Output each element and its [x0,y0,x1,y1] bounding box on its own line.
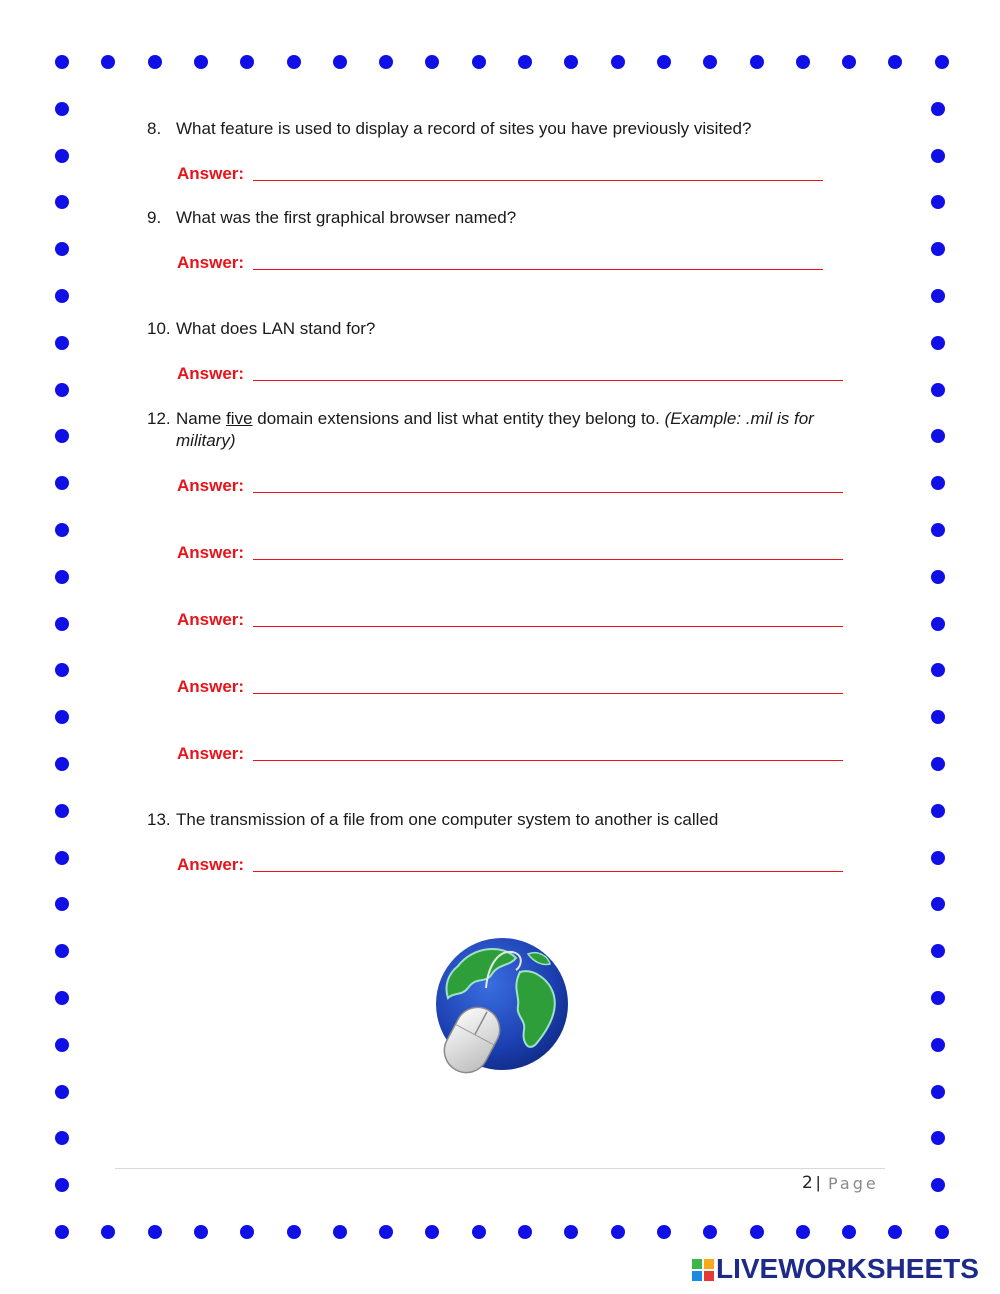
border-dot [55,570,69,584]
border-dot [657,55,671,69]
border-dot [931,663,945,677]
question-text: What was the first graphical browser named? [176,208,517,227]
border-dot [931,1178,945,1192]
border-dot [379,1225,393,1239]
page-label: Page [828,1174,879,1193]
border-dot [379,55,393,69]
border-dot [518,1225,532,1239]
border-dot [931,149,945,163]
border-dot [931,944,945,958]
border-dot [931,897,945,911]
answer-label: Answer: [177,610,245,629]
border-dot [194,55,208,69]
border-dot [55,476,69,490]
border-dot [55,1085,69,1099]
page-number: 2 [802,1173,813,1193]
border-dot [55,523,69,537]
border-dot [148,1225,162,1239]
border-dot [287,55,301,69]
border-dot [148,55,162,69]
border-dot [55,195,69,209]
border-dot [55,1178,69,1192]
border-dot [931,804,945,818]
border-dot [931,383,945,397]
border-dot [55,102,69,116]
border-dot [931,991,945,1005]
border-dot [657,1225,671,1239]
border-dot [55,242,69,256]
question-number: 12. [147,409,171,428]
answer-line[interactable] [253,626,843,627]
border-dot [518,55,532,69]
question-text-part: Name [176,409,227,428]
border-dot [931,429,945,443]
border-dot [564,1225,578,1239]
question-12 [147,408,857,454]
border-dot [931,195,945,209]
border-dot [55,710,69,724]
border-dot [194,1225,208,1239]
page-separator: | [816,1173,821,1192]
border-dot [935,55,949,69]
liveworksheets-wordmark: LIVEWORKSHEETS [716,1253,979,1284]
footer-divider [115,1168,885,1169]
answer-line[interactable] [253,693,843,694]
border-dot [472,55,486,69]
border-dot [55,336,69,350]
border-dot [55,1225,69,1239]
border-dot [888,1225,902,1239]
globe-with-mouse-icon [428,936,572,1080]
border-dot [842,55,856,69]
border-dot [55,289,69,303]
answer-line[interactable] [253,760,843,761]
answer-label: Answer: [177,253,245,272]
border-dot [611,55,625,69]
border-dot [425,1225,439,1239]
answer-label: Answer: [177,164,245,183]
border-dot [55,429,69,443]
border-dot [931,102,945,116]
border-dot [55,897,69,911]
answer-line[interactable] [253,559,843,560]
border-dot [935,1225,949,1239]
border-dot [842,1225,856,1239]
answer-label: Answer: [177,677,245,696]
border-dot [703,1225,717,1239]
question-text-part: domain extensions and list what entity they belong to. [252,409,665,428]
question-text: What feature is used to display a record of sites you have previously visited? [176,119,752,138]
answer-label: Answer: [177,364,245,383]
question-text [176,408,866,452]
border-dot [333,1225,347,1239]
border-dot [55,383,69,397]
border-dot [564,55,578,69]
border-dot [333,55,347,69]
border-dot [55,991,69,1005]
answer-label: Answer: [177,476,245,495]
border-dot [931,757,945,771]
border-dot [750,55,764,69]
border-dot [240,1225,254,1239]
border-dot [931,1131,945,1145]
border-dot [101,1225,115,1239]
question-number: 10. [147,319,171,338]
answer-label: Answer: [177,744,245,763]
border-dot [931,1038,945,1052]
question-text: What does LAN stand for? [176,319,376,338]
border-dot [796,1225,810,1239]
border-dot [750,1225,764,1239]
answer-line[interactable] [253,180,823,181]
answer-line[interactable] [253,871,843,872]
border-dot [931,336,945,350]
border-dot [55,851,69,865]
border-dot [931,617,945,631]
underlined-word: five [226,409,253,428]
question-number: 9. [147,208,162,227]
border-dot [55,55,69,69]
example-text: (Example: .mil is for military) [176,409,814,450]
border-dot [931,710,945,724]
border-dot [888,55,902,69]
border-dot [931,570,945,584]
border-dot [55,617,69,631]
answer-line[interactable] [253,269,823,270]
border-dot [611,1225,625,1239]
border-dot [55,1038,69,1052]
border-dot [101,55,115,69]
border-dot [55,149,69,163]
border-dot [287,1225,301,1239]
border-dot [55,1131,69,1145]
answer-label: Answer: [177,543,245,562]
border-dot [55,944,69,958]
border-dot [931,289,945,303]
border-dot [931,523,945,537]
border-dot [931,851,945,865]
border-dot [55,663,69,677]
border-dot [55,804,69,818]
border-dot [240,55,254,69]
question-number: 8. [147,119,162,138]
border-dot [703,55,717,69]
border-dot [796,55,810,69]
border-dot [931,476,945,490]
answer-label: Answer: [177,855,245,874]
border-dot [55,757,69,771]
border-dot [931,242,945,256]
question-text: The transmission of a file from one computer system to another is called [176,810,719,829]
question-number: 13. [147,810,171,829]
answer-line[interactable] [253,380,843,381]
liveworksheets-mark-icon [692,1259,714,1281]
border-dot [472,1225,486,1239]
border-dot [425,55,439,69]
border-dot [931,1085,945,1099]
answer-line[interactable] [253,492,843,493]
